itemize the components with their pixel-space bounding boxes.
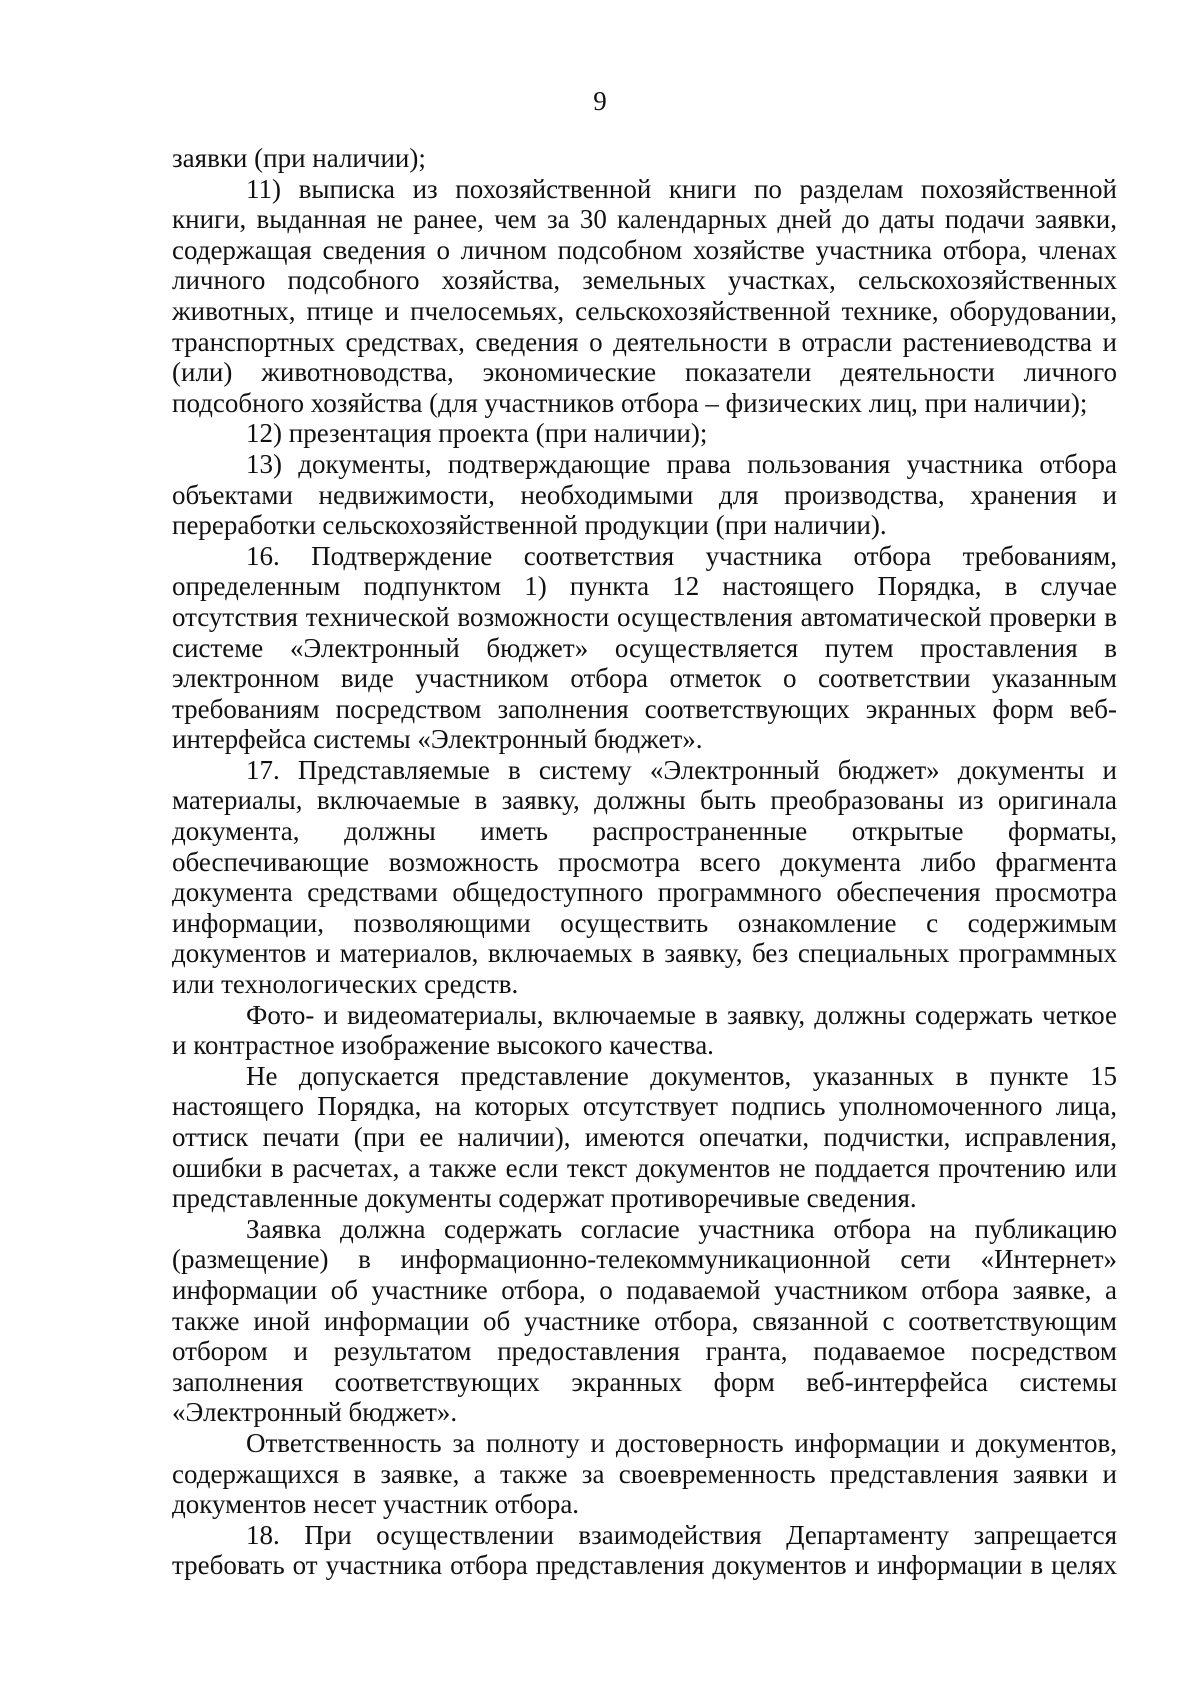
paragraph-not-allowed: Не допускается представление документов, указанных в пункте 15 настоящего Порядка, на которых отсутствует подпись уполномоченного лица, оттиск печати (при ее наличии), имеются опечатки, подчистки, исправления, ошибки в расчетах, а также если текст документов не поддается прочтению или представленные документы содержат противоречивые сведения. [172,1060,1117,1214]
paragraph-item-11: 11) выписка из похозяйственной книги по разделам похозяйственной книги, выданная не ранее, чем за 30 календарных дней до даты подачи заявки, содержащая сведения о личном подсобном хозяйстве участника отбора, членах личного подсобного хозяйства, земельных участках, сельскохозяйственных животных, птице и пчелосемьях, сельскохозяйственной технике, оборудовании, транспортных средствах, сведения о деятельности в отрасли растениеводства и (или) животноводства, экономические показатели деятельности личного подсобного хозяйства (для участников отбора – физических лиц, при наличии); [172,173,1117,418]
paragraph-item-13: 13) документы, подтверждающие права пользования участника отбора объектами недвижимости, необходимыми для производства, хранения и переработки сельскохозяйственной продукции (при наличии). [172,448,1117,541]
paragraph-item-12: 12) презентация проекта (при наличии); [246,418,708,449]
document-body [172,143,1117,1581]
paragraph-section-18: 18. При осуществлении взаимодействия Департаменту запрещается требовать от участника отбора представления документов и информации в целях [172,1519,1117,1581]
paragraph-consent: Заявка должна содержать согласие участника отбора на публикацию (размещение) в информационно-телекоммуникационной сети «Интернет» информации об участнике отбора, о подаваемой участником отбора заявке, а также иной информации об участнике отбора, связанной с соответствующим отбором и результатом предоставления гранта, подаваемое посредством заполнения соответствующих экранных форм веб-интерфейса системы «Электронный бюджет». [172,1213,1117,1428]
paragraph-section-16: 16. Подтверждение соответствия участника отбора требованиям, определенным подпунктом 1) пункта 12 настоящего Порядка, в случае отсутствия технической возможности осуществления автоматической проверки в системе «Электронный бюджет» осуществляется путем проставления в электронном виде участником отбора отметок о соответствии указанным требованиям посредством заполнения соответствующих экранных форм веб-интерфейса системы «Электронный бюджет». [172,540,1117,755]
page-number: 9 [593,86,607,116]
paragraph-continuation: заявки (при наличии); [172,143,426,173]
paragraph-responsibility: Ответственность за полноту и достоверность информации и документов, содержащихся в заявке, а также за своевременность представления заявки и документов несет участник отбора. [172,1427,1117,1520]
paragraph-section-17: 17. Представляемые в систему «Электронный бюджет» документы и материалы, включаемые в заявку, должны быть преобразованы из оригинала документа, должны иметь распространенные открытые форматы, обеспечивающие возможность просмотра всего документа либо фрагмента документа средствами общедоступного программного обеспечения просмотра информации, позволяющими осуществить ознакомление с содержимым документов и материалов, включаемых в заявку, без специальных программных или технологических средств. [172,754,1117,1000]
paragraph-photo-video: Фото- и видеоматериалы, включаемые в заявку, должны содержать четкое и контрастное изображение высокого качества. [172,999,1117,1061]
